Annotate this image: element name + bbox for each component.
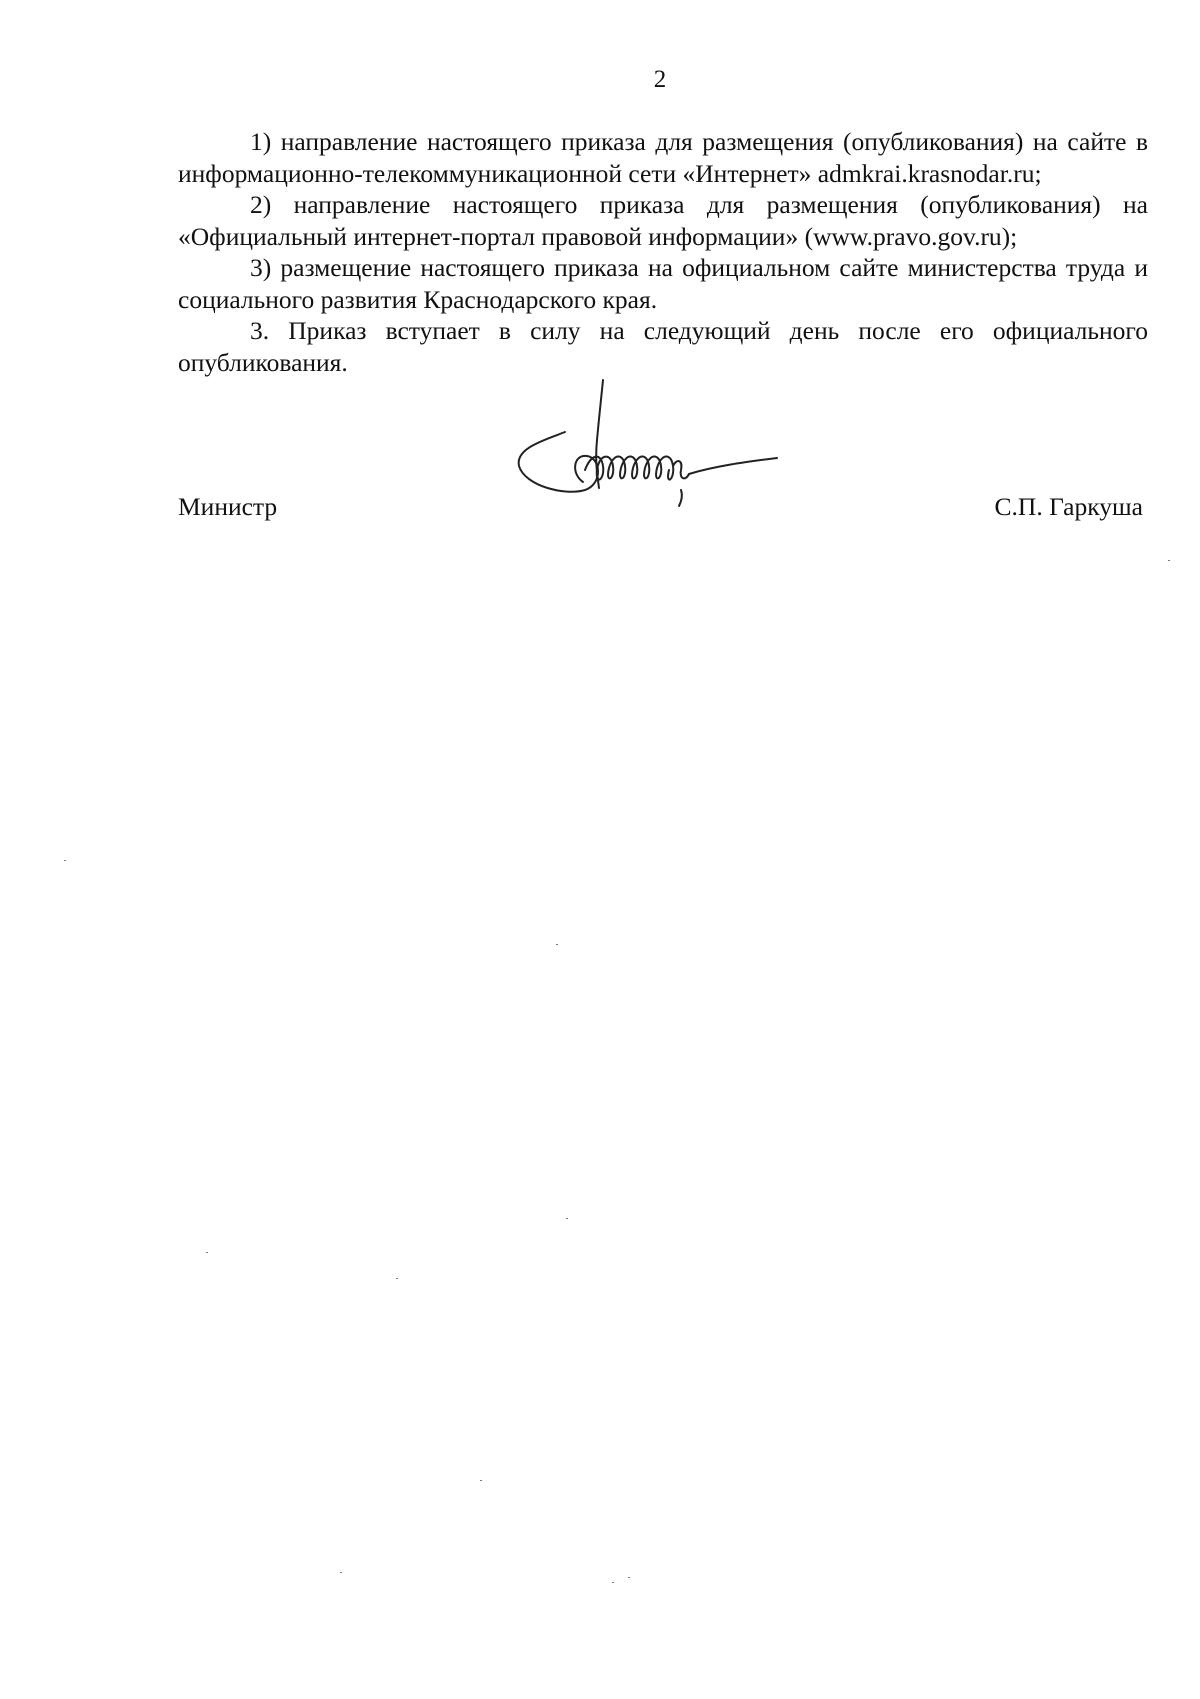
paragraph-item-3: 3) размещение настоящего приказа на официальном сайте министерства труда и социального развития Краснодарского края.	[178, 253, 1148, 314]
paragraph-effective-date: 3. Приказ вступает в силу на следующий день после его официального опубликования.	[178, 316, 1148, 377]
scan-speck	[612, 1582, 614, 1583]
scan-speck	[556, 944, 558, 945]
paragraph-item-2: 2) направление настоящего приказа для размещения (опубликования) на «Официальный интернет-портал правовой информации» (www.pravo.gov.ru);	[178, 190, 1148, 251]
paragraph-item-1: 1) направление настоящего приказа для размещения (опубликования) на сайте в информационно-телекоммуникационной сети «Интернет» admkrai.krasnodar.ru;	[178, 127, 1148, 188]
scan-speck	[340, 1572, 342, 1573]
scan-speck	[64, 860, 66, 861]
scan-speck	[628, 1577, 630, 1578]
scan-speck	[566, 1218, 568, 1219]
document-body	[178, 126, 1148, 378]
scan-speck	[396, 1278, 398, 1279]
scan-speck	[1168, 560, 1170, 561]
signer-name: С.П. Гаркуша	[994, 492, 1143, 521]
signer-title: Министр	[178, 492, 278, 521]
handwritten-signature-icon	[505, 370, 825, 530]
page-number: 2	[653, 66, 667, 93]
scan-speck	[206, 1252, 208, 1253]
scan-speck	[480, 1480, 482, 1481]
